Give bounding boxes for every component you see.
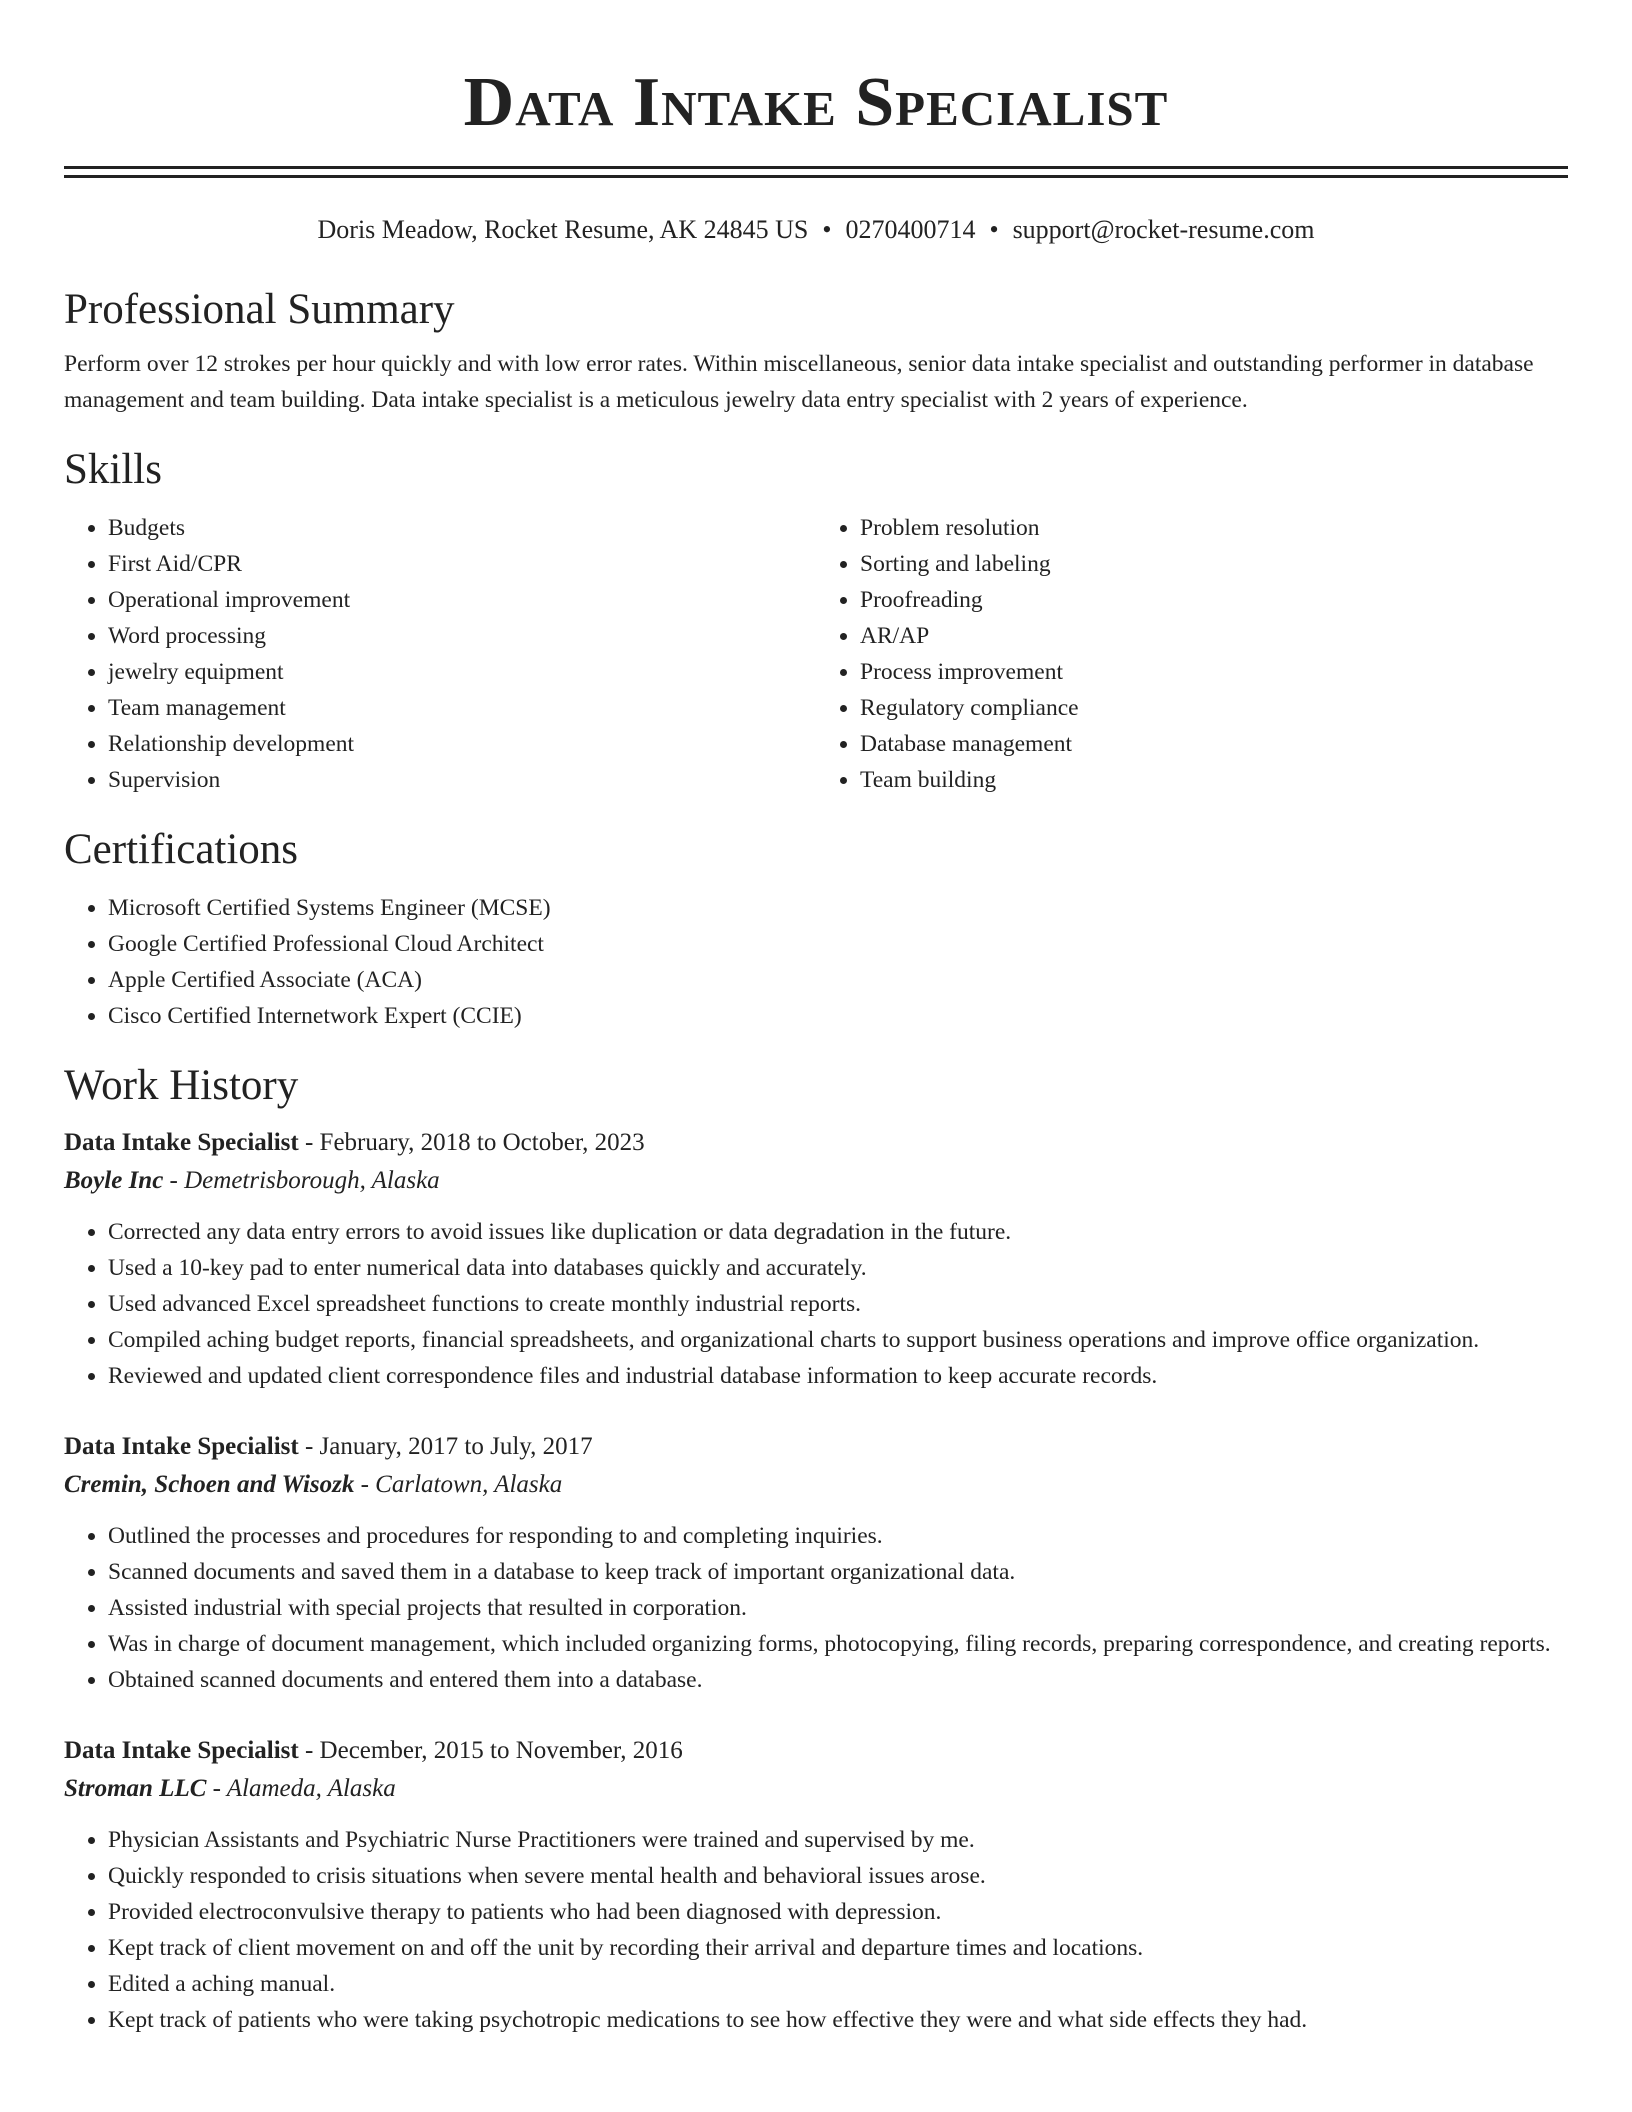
job-location: - Alameda, Alaska xyxy=(206,1775,396,1802)
job-title-line xyxy=(64,1124,1568,1162)
job-bullet: • Corrected any data entry errors to avoid issues like duplication or data degradation in the future. xyxy=(108,1214,1568,1250)
skill-item: • jewelry equipment xyxy=(108,654,816,690)
skill-item: • Team building xyxy=(860,762,1568,798)
skills-heading: Skills xyxy=(64,446,162,493)
job-bullet: • Provided electroconvulsive therapy to patients who had been diagnosed with depression. xyxy=(108,1894,1568,1930)
job-bullet: • Quickly responded to crisis situations when severe mental health and behavioral issues arose. xyxy=(108,1858,1568,1894)
job-bullet: • Used advanced Excel spreadsheet functions to create monthly industrial reports. xyxy=(108,1286,1568,1322)
skill-item: • First Aid/CPR xyxy=(108,546,816,582)
contact-address: Doris Meadow, Rocket Resume, AK 24845 US xyxy=(317,215,809,244)
job-location: - Carlatown, Alaska xyxy=(354,1471,563,1498)
work-history-heading: Work History xyxy=(64,1062,299,1109)
job-dates: - February, 2018 to October, 2023 xyxy=(298,1129,645,1156)
job-bullet: • Reviewed and updated client correspondence files and industrial database information to keep accurate records. xyxy=(108,1358,1568,1394)
skill-item: • Supervision xyxy=(108,762,816,798)
job-location: - Demetrisborough, Alaska xyxy=(163,1167,440,1194)
certifications-heading: Certifications xyxy=(64,826,299,873)
job-company-line xyxy=(64,1770,1568,1808)
skill-item: • Process improvement xyxy=(860,654,1568,690)
job-title-line xyxy=(64,1732,1568,1770)
job-bullets xyxy=(64,1822,1568,2038)
certification-item: • Cisco Certified Internetwork Expert (CCIE) xyxy=(108,998,1568,1034)
skill-item: • Regulatory compliance xyxy=(860,690,1568,726)
job-title: Data Intake Specialist xyxy=(64,1737,299,1764)
job-bullet: • Assisted industrial with special projects that resulted in corporation. xyxy=(108,1590,1568,1626)
job-bullet: • Kept track of client movement on and off the unit by recording their arrival and departure times and locations. xyxy=(108,1930,1568,1966)
job-title-line xyxy=(64,1428,1568,1466)
skill-item: • Operational improvement xyxy=(108,582,816,618)
job-bullet: • Obtained scanned documents and entered them into a database. xyxy=(108,1662,1568,1698)
contact-separator: • xyxy=(822,215,832,244)
job-bullets xyxy=(64,1214,1568,1394)
title-divider-bottom xyxy=(64,175,1568,178)
skill-item: • Team management xyxy=(108,690,816,726)
job-company-line xyxy=(64,1466,1568,1504)
job-bullet: • Physician Assistants and Psychiatric Nurse Practitioners were trained and supervised by me. xyxy=(108,1822,1568,1858)
job-entry xyxy=(64,1124,1568,1394)
job-dates: - January, 2017 to July, 2017 xyxy=(298,1433,593,1460)
summary-heading: Professional Summary xyxy=(64,286,455,333)
job-company-line xyxy=(64,1162,1568,1200)
job-company: Boyle Inc xyxy=(64,1167,164,1194)
contact-email[interactable]: support@rocket-resume.com xyxy=(1012,215,1315,244)
job-company: Stroman LLC xyxy=(64,1775,207,1802)
skill-item: • Word processing xyxy=(108,618,816,654)
skills-columns xyxy=(64,510,1568,798)
job-entry xyxy=(64,1732,1568,2038)
summary-text: Perform over 12 strokes per hour quickly and with low error rates. Within miscellaneous, senior data intake specialist and outstanding performer in database management and team building. Data intake specialist is a meticulous jewelry data entry specialist with 2 years of experience. xyxy=(64,351,1534,413)
skill-item: • Database management xyxy=(860,726,1568,762)
certification-item: • Google Certified Professional Cloud Architect xyxy=(108,926,1568,962)
contact-line xyxy=(64,212,1568,248)
job-company: Cremin, Schoen and Wisozk xyxy=(64,1471,355,1498)
skills-right-list xyxy=(816,510,1568,798)
title-divider-top xyxy=(64,166,1568,169)
skill-item: • Proofreading xyxy=(860,582,1568,618)
resume-title: Data Intake Specialist xyxy=(463,64,1169,141)
certification-item: • Apple Certified Associate (ACA) xyxy=(108,962,1568,998)
job-title: Data Intake Specialist xyxy=(64,1129,299,1156)
job-dates: - December, 2015 to November, 2016 xyxy=(298,1737,683,1764)
job-bullet: • Was in charge of document management, which included organizing forms, photocopying, filing records, preparing correspondence, and creating reports. xyxy=(108,1626,1568,1662)
job-bullet: • Scanned documents and saved them in a database to keep track of important organizational data. xyxy=(108,1554,1568,1590)
skills-left-list xyxy=(64,510,816,798)
contact-phone: 0270400714 xyxy=(845,215,976,244)
contact-separator: • xyxy=(989,215,999,244)
certification-item: • Microsoft Certified Systems Engineer (MCSE) xyxy=(108,890,1568,926)
job-title: Data Intake Specialist xyxy=(64,1433,299,1460)
job-bullet: • Compiled aching budget reports, financial spreadsheets, and organizational charts to support business operations and improve office organization. xyxy=(108,1322,1568,1358)
job-bullet: • Outlined the processes and procedures for responding to and completing inquiries. xyxy=(108,1518,1568,1554)
skill-item: • Problem resolution xyxy=(860,510,1568,546)
job-bullet: • Kept track of patients who were taking psychotropic medications to see how effective they were and what side effects they had. xyxy=(108,2002,1568,2038)
job-bullet: • Used a 10-key pad to enter numerical data into databases quickly and accurately. xyxy=(108,1250,1568,1286)
job-entry xyxy=(64,1428,1568,1698)
certifications-list xyxy=(64,890,1568,1034)
job-bullet: • Edited a aching manual. xyxy=(108,1966,1568,2002)
skill-item: • Budgets xyxy=(108,510,816,546)
job-bullets xyxy=(64,1518,1568,1698)
skill-item: • Relationship development xyxy=(108,726,816,762)
skill-item: • Sorting and labeling xyxy=(860,546,1568,582)
skill-item: • AR/AP xyxy=(860,618,1568,654)
